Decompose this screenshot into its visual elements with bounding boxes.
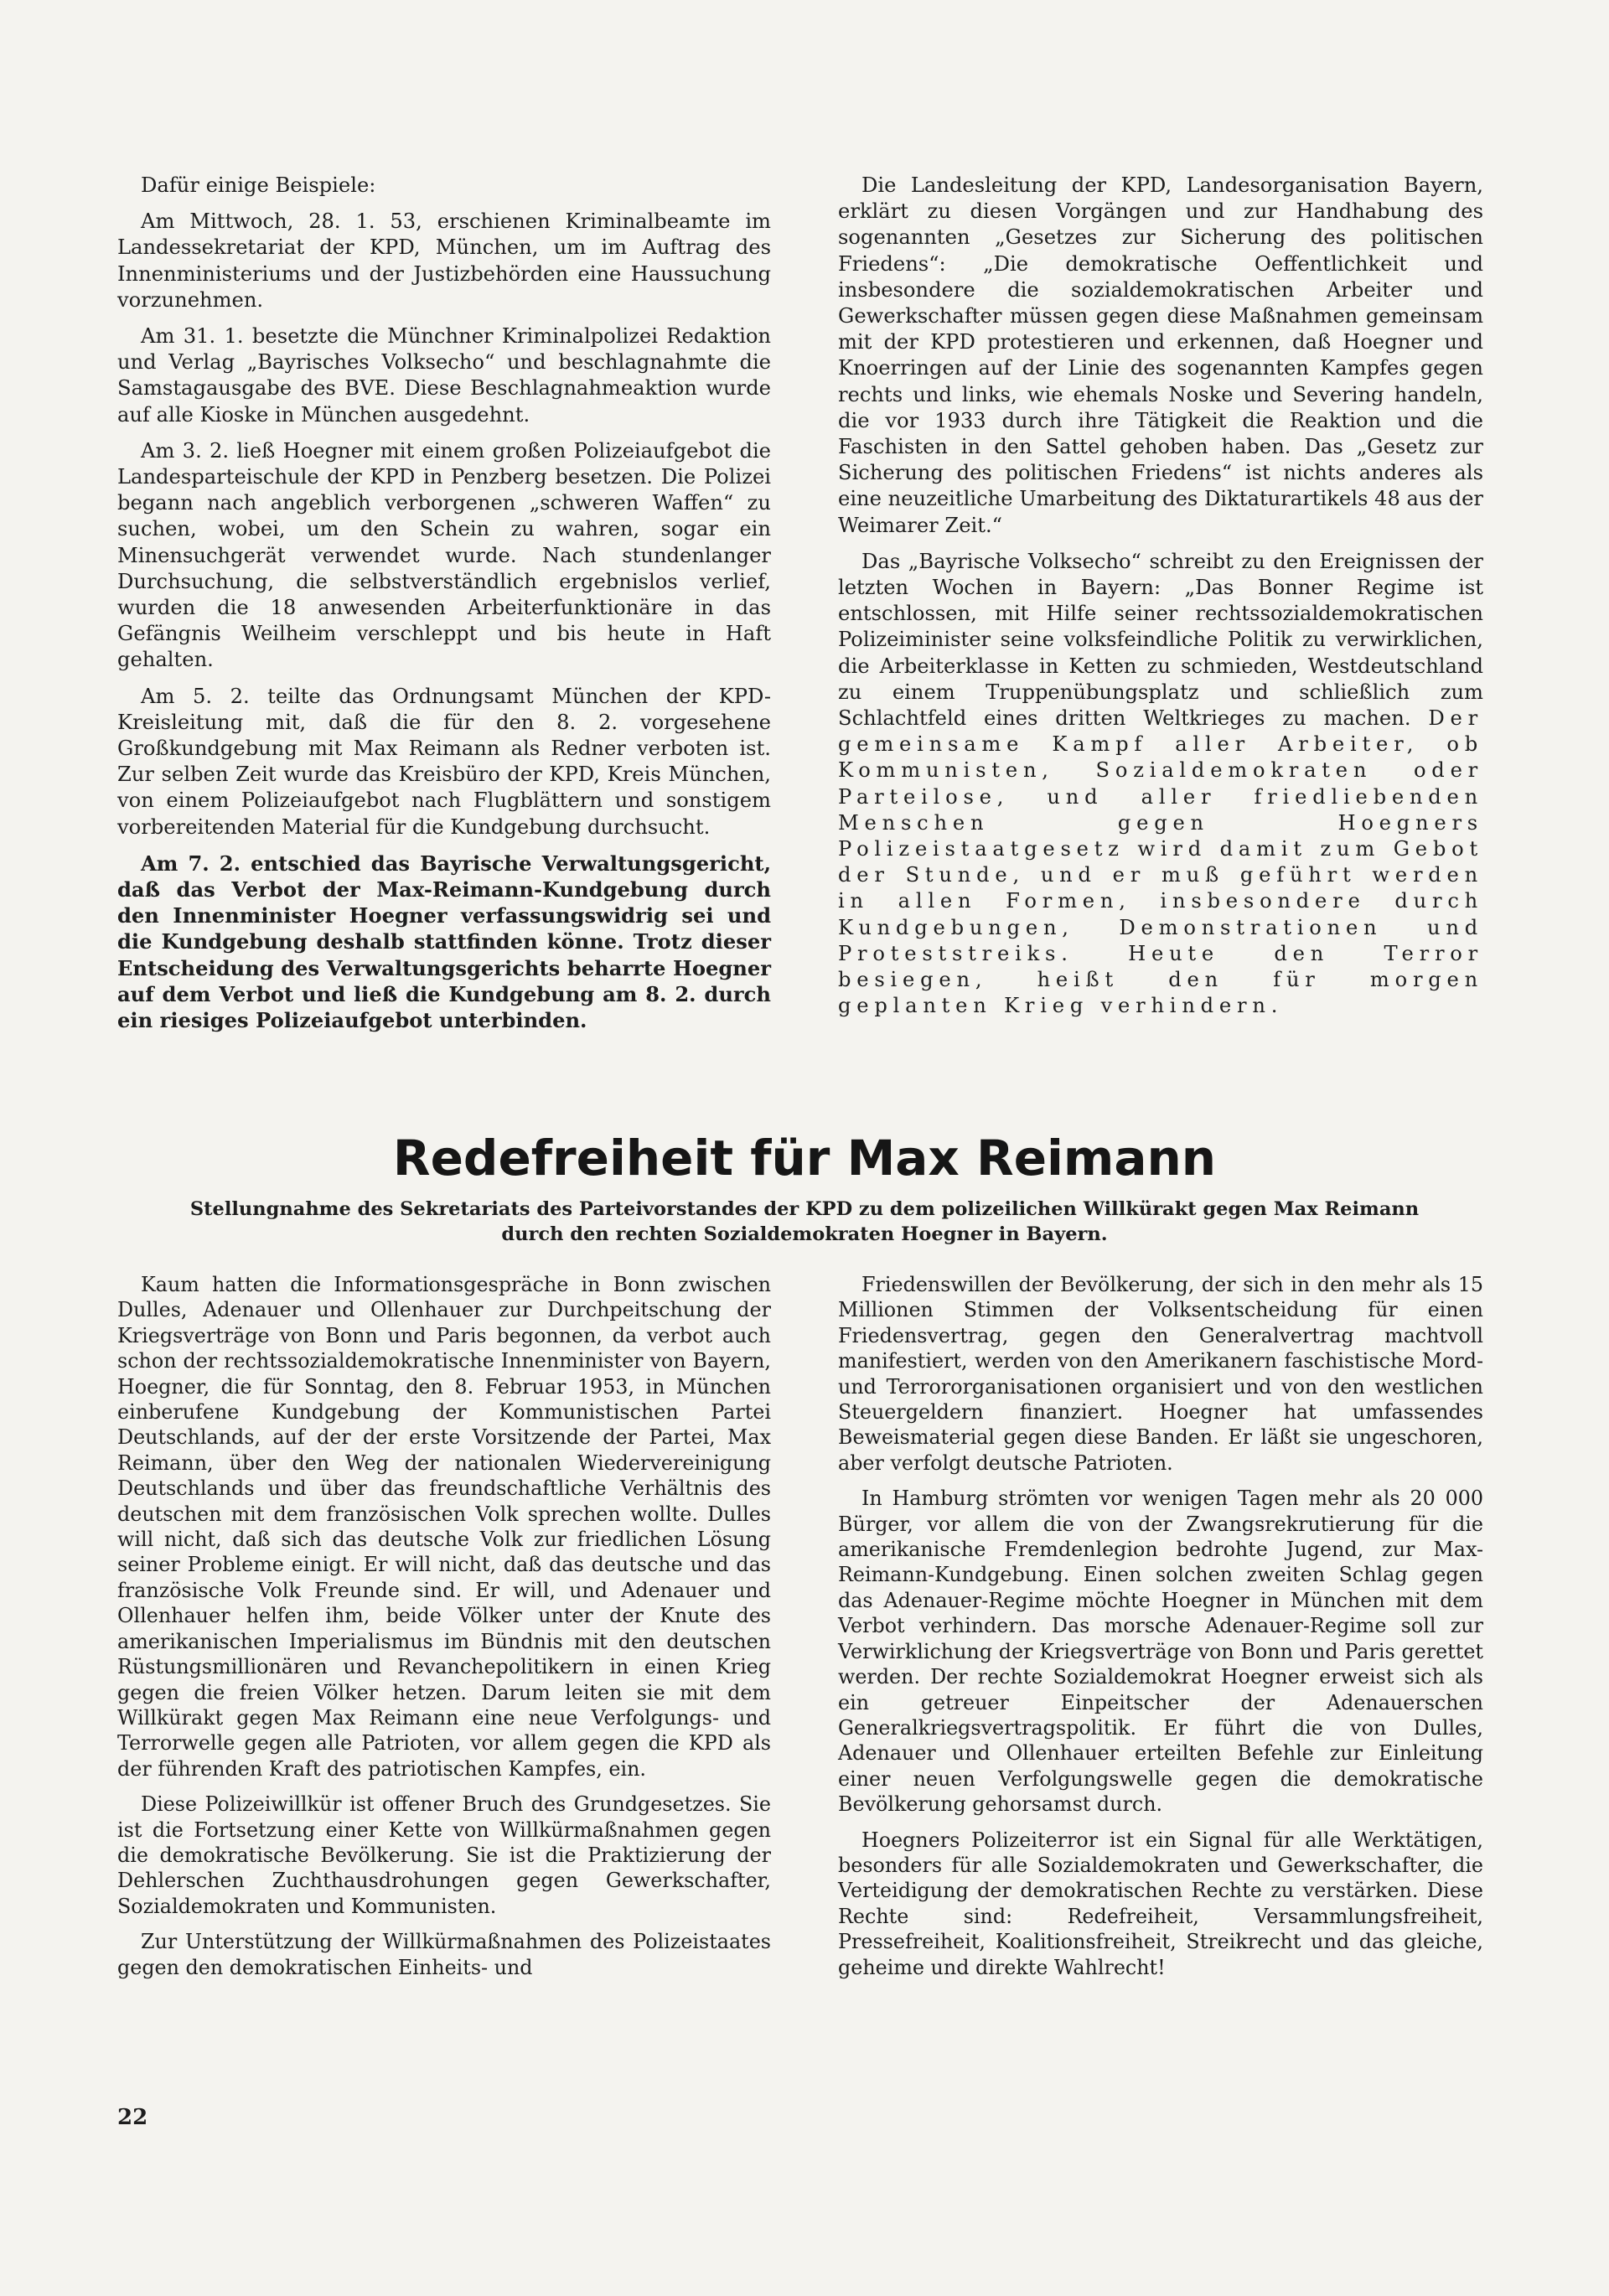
paragraph: Kaum hatten die Informationsgespräche in Bonn zwischen Dulles, Adenauer und Ollenhauer zur Durchpeitschung der Kriegsverträge von Bonn und Paris begonnen, da verbot auch schon der rechtssozialdemokratische Innenminister von Bayern, Hoegner, die für Sonntag, den 8. Februar 1953, in München einberufene Kundgebung der Kommunistischen Partei Deutschlands, auf der der erste Vorsitzende der Partei, Max Reimann, über den Weg der nationalen Wiedervereinigung Deutschlands und über das freundschaftliche Verhältnis des deutschen mit dem französischen Volk sprechen wollte. Dulles will nicht, daß sich das deutsche Volk zur friedlichen Lösung seiner Probleme einigt. Er will nicht, daß das deutsche und das französische Volk Freunde sind. Er will, und Adenauer und Ollenhauer helfen ihm, beide Völker unter der Knute des amerikanischen Imperialismus im Bündnis mit den deutschen Rüstungsmillionären und Revanchepolitikern in einen Krieg gegen die freien Völker hetzen. Darum leiten sie mit dem Willkürakt gegen Max Reimann eine neue Verfolgungs- und Terrorwelle gegen alle Patrioten, vor allem gegen die KPD als der führenden Kraft des patriotischen Kampfes, ein. [117,1273,771,1781]
bottom-left-column [117,1272,771,1990]
bottom-right-column [838,1272,1483,1990]
article-headline: Redefreiheit für Max Reimann [392,1130,1217,1187]
paragraph: Zur Unterstützung der Willkürmaßnahmen des Polizeistaates gegen den demokratischen Einheits- und [117,1930,771,1979]
page-number: 22 [117,2105,148,2130]
paragraph: Am 3. 2. ließ Hoegner mit einem großen Polizeiaufgebot die Landesparteischule der KPD in Penzberg besetzen. Die Polizei begann nach angeblich verborgenen „schweren Waffen“ zu suchen, wobei, um den Schein zu wahren, sogar ein Minensuchgerät verwendet wurde. Nach stundenlanger Durchsuchung, die selbstverständlich ergebnislos verlief, wurden die 18 anwesenden Arbeiterfunktionäre in das Gefängnis Weilheim verschleppt und bis heute in Haft gehalten. [117,438,771,672]
paragraph: Friedenswillen der Bevölkerung, der sich in den mehr als 15 Millionen Stimmen der Volksentscheidung für einen Friedensvertrag, gegen den Generalvertrag machtvoll manifestiert, werden von den Amerikanern faschistische Mord- und Terrororganisationen organisiert und von den westlichen Steuergeldern finanziert. Hoegner hat umfassendes Beweismaterial gegen diese Banden. Er läßt sie ungeschoren, aber verfolgt deutsche Patrioten. [838,1273,1483,1475]
paragraph: Diese Polizeiwillkür ist offener Bruch des Grundgesetzes. Sie ist die Fortsetzung einer Kette von Willkürmaßnahmen gegen die demokratische Bevölkerung. Sie ist die Praktizierung der Dehlerschen Zuchthausdrohungen gegen Gewerkschafter, Sozialdemokraten und Kommunisten. [117,1792,771,1918]
top-left-column [117,173,771,1043]
top-right-column [838,173,1483,1030]
paragraph: Am 31. 1. besetzte die Münchner Kriminalpolizei Redaktion und Verlag „Bayrisches Volksecho“ und beschlagnahmte die Samstagausgabe des BVE. Diese Beschlagnahmeaktion wurde auf alle Kioske in München ausgedehnt. [117,324,771,427]
article-subtitle: Stellungnahme des Sekretariats des Parteivorstandes der KPD zu dem polizeilichen Willkürakt gegen Max Reimann durch den rechten Sozialdemokraten Hoegner in Bayern. [189,1198,1420,1245]
spaced-emphasis: Der gemeinsame Kampf aller Arbeiter, ob Kommunisten, Sozialdemokraten oder Parteilose, und aller friedliebenden Menschen gegen Hoegners Polizeistaatgesetz wird damit zum Gebot der Stunde, und er muß geführt werden in allen Formen, insbesondere durch Kundgebungen, Demonstrationen und Proteststreiks. Heute den Terror besiegen, heißt den für morgen geplanten Krieg verhindern. [838,706,1483,1018]
quote-lead: Das „Bayrische Volksecho“ schreibt zu den Ereignissen der letzten Wochen in Bayern: „Das Bonner Regime ist entschlossen, mit Hilfe seiner rechtssozialdemokratischen Polizeiminister seine volksfeindliche Politik zu verwirklichen, die Arbeiterklasse in Ketten zu schmieden, Westdeutschland zu einem Truppenübungsplatz und schließlich zum Schlachtfeld eines dritten Weltkrieges zu machen. [838,549,1483,731]
paragraph [838,549,1483,1020]
intro-line: Dafür einige Beispiele: [141,173,376,197]
paragraph: Am 5. 2. teilte das Ordnungsamt München der KPD-Kreisleitung mit, daß die für den 8. 2. vorgesehene Großkundgebung mit Max Reimann als Redner verboten ist. Zur selben Zeit wurde das Kreisbüro der KPD, Kreis München, von einem Polizeiaufgebot nach Flugblättern und sonstigem vorbereitenden Material für die Kundgebung durchsucht. [117,684,771,839]
paragraph: Am Mittwoch, 28. 1. 53, erschienen Kriminalbeamte im Landessekretariat der KPD, München, um im Auftrag des Innenministeriums und der Justizbehörden eine Haussuchung vorzunehmen. [117,209,771,312]
bold-paragraph: Am 7. 2. entschied das Bayrische Verwaltungsgericht, daß das Verbot der Max-Reimann-Kundgebung durch den Innenminister Hoegner verfassungswidrig sei und die Kundgebung deshalb stattfinden könne. Trotz dieser Entscheidung des Verwaltungsgerichts beharrte Hoegner auf dem Verbot und ließ die Kundgebung am 8. 2. durch ein riesiges Polizeiaufgebot unterbinden. [117,851,771,1033]
paragraph: Hoegners Polizeiterror ist ein Signal für alle Werktätigen, besonders für alle Sozialdemokraten und Gewerkschafter, die Verteidigung der demokratischen Rechte zu verstärken. Diese Rechte sind: Redefreiheit, Versammlungsfreiheit, Pressefreiheit, Koalitionsfreiheit, Streikrecht und das gleiche, geheime und direkte Wahlrecht! [838,1828,1483,1979]
paragraph: Die Landesleitung der KPD, Landesorganisation Bayern, erklärt zu diesen Vorgängen und zur Handhabung des sogenannten „Gesetzes zur Sicherung des politischen Friedens“: „Die demokratische Oeffentlichkeit und insbesondere die sozialdemokratischen Arbeiter und Gewerkschafter müssen gegen diese Maßnahmen gemeinsam mit der KPD protestieren und erkennen, daß Hoegner und Knoerringen auf der Linie des sogenannten Kampfes gegen rechts und links, wie ehemals Noske und Severing handeln, die vor 1933 durch ihre Tätigkeit die Reaktion und die Faschisten in den Sattel gehoben haben. Das „Gesetz zur Sicherung des politischen Friedens“ ist nichts anderes als eine neuzeitliche Umarbeitung des Diktaturartikels 48 aus der Weimarer Zeit.“ [838,173,1483,537]
paragraph: In Hamburg strömten vor wenigen Tagen mehr als 20 000 Bürger, vor allem die von der Zwangsrekrutierung für die amerikanische Fremdenlegion bedrohte Jugend, zur Max-Reimann-Kundgebung. Einen solchen zweiten Schlag gegen das Adenauer-Regime möchte Hoegner in München mit dem Verbot verhindern. Das morsche Adenauer-Regime soll zur Verwirklichung der Kriegsverträge von Bonn und Paris gerettet werden. Der rechte Sozialdemokrat Hoegner erweist sich als ein getreuer Einpeitscher der Adenauerschen Generalkriegsvertragspolitik. Er führt die von Dulles, Adenauer und Ollenhauer erteilten Befehle zur Einleitung einer neuen Verfolgungswelle gegen die demokratische Bevölkerung gehorsamst durch. [838,1487,1483,1817]
